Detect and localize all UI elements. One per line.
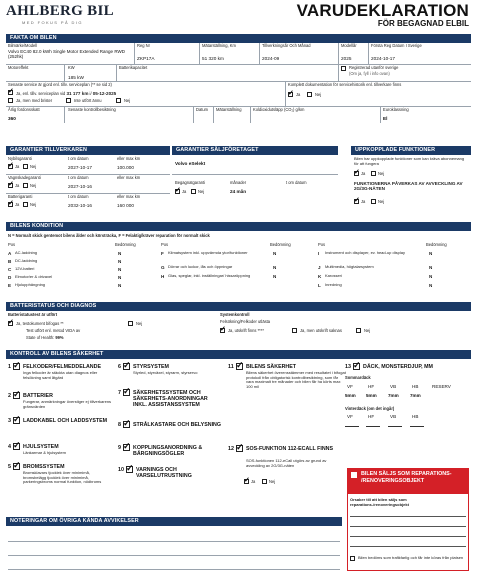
kontroll-label: Senaste kontrollbesiktning — [68, 107, 116, 112]
tire-hb-value: 7mm — [410, 393, 421, 398]
sak-title: BILENS SÄKERHET — [246, 364, 297, 370]
uppk-text2: FUNKTIONERNA PÅVERKAS AV AVVECKLING AV 2G/3G-NÄTEN — [354, 181, 463, 192]
sak-number: 11 — [228, 364, 234, 370]
kondition-label: Dörrar och luckor, lås och öppningar — [168, 264, 233, 269]
sak-checkmark: ✓ — [13, 440, 21, 450]
fakta-bar: FAKTA OM BILEN — [6, 34, 471, 43]
vagn-ja-label: Ja — [15, 183, 20, 188]
nyb-nej-checkbox[interactable] — [23, 164, 28, 169]
sys-utskrift-label: Ja, utskrift finns **** — [228, 328, 264, 333]
sak-checkmark: ✓ — [126, 463, 134, 473]
man-label: månader — [230, 180, 247, 185]
batt-nej-checkbox[interactable] — [23, 202, 28, 207]
sak-body: Bromsklavars tjocklek över minimimå, bromsbelägg tjocklek över minimimå, parkeringsbroms normal funktion, nödbroms — [23, 470, 102, 485]
vagn-km-label: eller max km — [117, 175, 141, 180]
registrerad-checkbox[interactable] — [341, 66, 346, 71]
matar-value: 51 320 km — [202, 56, 224, 61]
batt-tom-label: t om datum — [68, 194, 89, 199]
kondition-grade: N — [118, 267, 122, 272]
sak-title: VARNINGS OCH VARSELUTRUSTNING — [136, 467, 192, 480]
page-title: VARUDEKLARATION — [296, 1, 469, 20]
kondition-code: E — [8, 283, 12, 288]
nyb-date: 2027-10-17 — [68, 165, 92, 170]
sakerhet-bar: KONTROLL AV BILENS SÄKERHET — [6, 350, 471, 359]
red-text1: Orsaker till att bilen säljs som reparations-/renoveringsobjekt — [350, 497, 409, 507]
sak-number: 2 — [8, 393, 11, 399]
batteri-vid-label: Test utfört enl. metod VIDA av — [26, 328, 81, 333]
vagn-nej-checkbox[interactable] — [23, 183, 28, 188]
tillv-value: 2024-09 — [262, 56, 280, 61]
kondition-code: D — [8, 275, 12, 280]
pos-header-2: Pos — [161, 242, 169, 247]
datum-label: Datum — [196, 107, 209, 112]
kondition-grade: N — [429, 251, 433, 256]
red-text2: Bilen bedöms som trafikfarlig och får inte köras från platsen — [358, 555, 464, 560]
sak-title: DÄCK, MONSTERDJUP, MM — [363, 364, 433, 370]
tire-vb-value: 7mm — [388, 393, 399, 398]
matarstallning-label: Mätarställning — [216, 107, 242, 112]
kondition-grade: N — [118, 275, 122, 280]
bilmarke-value: Volvo EC40 82.0 kWh Single Motor Extended Range RWD (252hk) — [8, 49, 125, 60]
sak-checkmark: ✓ — [236, 442, 244, 452]
sak-title: SÄKERHETSSYSTEM OCH SÄKERHETS-ANORDNINGAR INKL. ASSISTANSSYSTEM — [133, 390, 208, 409]
sak-body: Inga felkoder är stäckta utan diagnos eller felsökning samt åtgärd — [23, 370, 98, 380]
sak-title: HJULSYSTEM — [23, 444, 59, 450]
sos-nej-label: Nej — [269, 479, 276, 484]
noteringar-bar: NOTERINGAR OM ÖVRIGA KÄNDA AVVIKELSER — [6, 517, 342, 526]
matar-label: Mätarställning, Km — [202, 43, 236, 48]
koldioxid-label: Koldioxidutsläpp (CO₂) g/km — [253, 107, 305, 112]
arlig-label: Årlig fordonsskatt — [8, 107, 40, 112]
tillv-label: Tillverkningsår Och Månad — [262, 43, 311, 48]
motoreffekt-label: Motoreffekt — [8, 65, 29, 70]
sak-number: 4 — [8, 444, 11, 450]
sak-body: Bilens säkerhet överensstämmer med resultatet i bifogat protokoll från obligatorisk kontrollbesiktning, som får vara maximalt tre månader och bilen får ha körts max 100 mil — [246, 370, 346, 389]
pos-header-3: Pos — [318, 242, 326, 247]
uppk-text1: Bilen har uppkopplade funktioner som kan kräva abonnemang för att fungera — [354, 156, 465, 166]
kondition-label: Klimatsystem inkl. uppvärmda ytor/funktioner — [168, 250, 248, 255]
vinter-hf-label: HF — [368, 414, 375, 419]
kondition-note: N = Normalt skick gentemot bilens ålder och körsträcka, F = Felaktig/kräver reparation för normalt skick — [8, 233, 210, 238]
sak-checkmark: ✓ — [13, 414, 21, 424]
nyb-ja-label: Ja — [15, 164, 20, 169]
service-enl-label: Ja, enl. tillv. serviceplan vid 31 177 km i/ 05-12-2025 — [16, 91, 117, 96]
kondition-grade: N — [429, 283, 433, 288]
vagn-date: 2027-10-16 — [68, 184, 92, 189]
service-inte-checkbox[interactable] — [66, 98, 71, 103]
uppk-ja-checkmark: ✓ — [354, 169, 360, 176]
page-subtitle: FÖR BEGAGNAD ELBIL — [377, 19, 469, 28]
bed-header-1: Bedömning — [115, 242, 136, 247]
beg-ja-label: Ja — [182, 189, 187, 194]
gar-tillv-bar: GARANTIER TILLVERKAREN — [6, 146, 170, 155]
sak-title: LADDKABEL OCH LADDSYSTEM — [23, 418, 108, 424]
batt-km: 160 000 — [117, 203, 134, 208]
kondition-code: L — [318, 283, 321, 288]
sak-number: 7 — [118, 390, 121, 396]
batt-date: 2032-10-16 — [68, 203, 92, 208]
registrerad-sub: (Om ja, fyll i info ovan) — [349, 71, 390, 76]
trafikfarlig-checkbox[interactable] — [350, 556, 355, 561]
uppk-ja-label: Ja — [361, 171, 366, 176]
vagn-nej-label: Nej — [30, 183, 37, 188]
tire-hf-label: HF — [368, 384, 375, 389]
kondition-grade: N — [429, 274, 433, 279]
batteri-label: Batterikapacitet — [119, 65, 148, 70]
kondition-code: B — [8, 259, 12, 264]
sak-checkmark: ✓ — [13, 389, 21, 399]
kondition-code: G — [161, 265, 165, 270]
kondition-grade: N — [118, 283, 122, 288]
kondition-label: AC-laddning — [15, 250, 38, 255]
sak-body: Styrled, styrväxel, styrarm, styrservo — [133, 370, 198, 375]
batteri-bar: BATTERISTATUS OCH DIAGNOS — [6, 302, 471, 311]
nyb-km: 100.000 — [117, 165, 134, 170]
service-label: Senaste service är gjord enl. tillv. serviceplan (** se sid 2) — [8, 82, 112, 87]
kondition-grade: N — [118, 259, 122, 264]
kondition-code: A — [8, 251, 12, 256]
forsta-label: Första Reg Datum I Sverige — [371, 43, 422, 48]
kondition-label: DC-laddning — [15, 258, 38, 263]
sak-number: 12 — [228, 446, 234, 452]
kondition-label: Karosseri — [325, 273, 342, 278]
tire-hf-value: 5mm — [366, 393, 377, 398]
sys-nej-checkbox[interactable] — [356, 328, 361, 333]
sak-checkmark: ✓ — [353, 360, 361, 370]
sos-nej-checkbox[interactable] — [262, 479, 267, 484]
tire-vf-label: VF — [347, 384, 353, 389]
regnr-value: ZKP17A — [137, 56, 155, 61]
beg-nej-checkbox[interactable] — [191, 189, 196, 194]
sak-title: SOS-FUNKTION 112-ECALL FINNS — [246, 446, 334, 452]
sak-number: 13 — [345, 364, 351, 370]
sos-ja-checkmark: ✓ — [244, 477, 250, 484]
kondition-bar: BILENS KONDITION — [6, 222, 471, 231]
vinter-hb-label: HB — [412, 414, 419, 419]
tire-vb-label: VB — [390, 384, 397, 389]
batt-ja-checkmark: ✓ — [8, 200, 14, 207]
sys-nej-label: Nej — [364, 328, 371, 333]
kondition-label: 12V-batteri — [15, 266, 35, 271]
sak-title: STRÅLKASTARE OCH BELYSNING — [133, 422, 221, 428]
uppk2-nej-checkbox[interactable] — [371, 199, 376, 204]
sak-body: Länkarmar & hjulsystem — [23, 450, 66, 455]
batteri-soh-label: State of Health: 99% — [26, 335, 64, 340]
sak-number: 9 — [118, 445, 121, 451]
euro-value: El — [383, 116, 388, 121]
nyb-label: Nybilsgaranti — [8, 156, 32, 161]
service-enl-checkmark: ✓ — [8, 88, 14, 95]
uppk-nej-label: Nej — [378, 171, 385, 176]
arlig-value: 360 — [8, 116, 16, 121]
kondition-label: Inredning — [325, 282, 342, 287]
bilmarke-label: Bilmärke/Modell — [8, 43, 38, 48]
batt-km-label: eller max km — [117, 194, 141, 199]
sos-ja-label: Ja — [251, 479, 256, 484]
modellar-label: Modellår — [341, 43, 357, 48]
beg-nej-label: Nej — [198, 189, 205, 194]
sommar-label: Sommardäck — [345, 375, 371, 380]
sak-body: Fungerar, anmärkningar överstiger ej tillverkarens gränsvärden — [23, 399, 112, 409]
man-value: 24 mån — [230, 189, 247, 194]
komplett-nej-checkbox[interactable] — [307, 92, 312, 97]
service-brister-label: Ja, men med brister — [16, 98, 53, 103]
gar-salj-bar: GARANTIER SÄLJFÖRETAGET — [172, 146, 338, 155]
komplett-label: Komplett dokumentation för servicehistorik enl. tillverkare finns — [288, 82, 402, 87]
forsta-value: 2024-10-17 — [371, 56, 395, 61]
kondition-grade: N — [429, 265, 433, 270]
red-bar-text: BILEN SÄLJS SOM REPARATIONS- /RENOVERINGSOBJEKT — [361, 471, 452, 485]
sak-title: BATTERIER — [23, 393, 53, 399]
service-brister-checkbox[interactable] — [8, 98, 13, 103]
beg-ja-checkmark: ✓ — [175, 187, 181, 194]
vinter-label: Vinterdäck (om det ingår) — [345, 406, 395, 411]
tire-vf-value: 5mm — [345, 393, 356, 398]
beg-label: Begagnatgaranti — [175, 180, 206, 185]
batteri-nej-checkbox[interactable] — [128, 321, 133, 326]
sak-number: 5 — [8, 464, 11, 470]
sak-checkmark: ✓ — [123, 418, 131, 428]
kondition-code: K — [318, 274, 322, 279]
kw-label: KW — [68, 65, 75, 70]
bed-header-2: Bedömning — [270, 242, 291, 247]
batteri-status-label: Batteristatustest är utfört — [8, 312, 58, 317]
sak-number: 1 — [8, 364, 11, 370]
regnr-label: Reg Nr — [137, 43, 150, 48]
sak-checkmark: ✓ — [123, 360, 131, 370]
sak-checkmark: ✓ — [13, 460, 21, 470]
euro-label: Euroklassning — [383, 107, 409, 112]
kondition-code: H — [161, 274, 165, 279]
vagn-tom-label: t om datum — [68, 175, 89, 180]
sak-number: 3 — [8, 418, 11, 424]
uppk-nej-checkbox[interactable] — [371, 171, 376, 176]
sak-checkmark: ✓ — [123, 386, 131, 396]
batteri-nej-label: Nej — [136, 321, 143, 326]
kondition-label: Instrument och displayer, ev. head-up display — [325, 250, 405, 255]
kondition-grade: N — [118, 251, 122, 256]
service-nej-checkbox[interactable] — [116, 98, 121, 103]
fel-label: Felsökning/Felkoder utlästa — [220, 319, 271, 324]
sak-number: 8 — [118, 422, 121, 428]
kondition-grade: N — [273, 251, 277, 256]
vinter-vf-label: VF — [347, 414, 353, 419]
kondition-label: Hjulupphängning — [15, 282, 46, 287]
salj-company: Volvo eSelekt — [175, 161, 206, 166]
batteri-ja-label: Ja, testokument bifogas ** — [16, 321, 64, 326]
uppk2-ja-label: Ja — [361, 199, 366, 204]
vagn-label: Vagnskadegaranti — [8, 175, 41, 180]
batt-ja-label: Ja — [15, 202, 20, 207]
kondition-code: I — [318, 251, 320, 256]
vinter-vb-label: VB — [390, 414, 397, 419]
sak-title: FELKODER/FELMEDDELANDE — [23, 364, 101, 370]
salj-tom-label: t om datum — [286, 180, 307, 185]
red-checkbox[interactable] — [351, 472, 357, 478]
sak-title: BROMSSYSTEM — [23, 464, 65, 470]
komplett-nej-label: Nej — [315, 92, 322, 97]
pos-header-1: Pos — [8, 242, 16, 247]
batt-nej-label: Nej — [30, 202, 37, 207]
red-bar — [347, 468, 469, 494]
registrerad-label: Registrerad utanför sverige — [349, 65, 399, 70]
nyb-ja-checkmark: ✓ — [8, 162, 14, 169]
sys-saknas-checkbox[interactable] — [292, 328, 297, 333]
sak-checkmark: ✓ — [236, 360, 244, 370]
sys-utskrift-checkmark: ✓ — [220, 326, 226, 333]
uppk2-nej-label: Nej — [378, 199, 385, 204]
sys-saknas-label: Ja, men utskrift saknas — [300, 328, 342, 333]
brand-name: AHLBERG BIL — [6, 3, 114, 19]
brand-logo — [6, 3, 136, 25]
kondition-grade: N — [273, 274, 277, 279]
nyb-nej-label: Nej — [30, 164, 37, 169]
tire-reserv-label: RESERV — [432, 384, 451, 389]
nyb-km-label: eller max km — [117, 156, 141, 161]
modellar-value: 2025 — [341, 56, 352, 61]
nyb-tom-label: t om datum — [68, 156, 89, 161]
kw-value: 185 kW — [68, 75, 84, 80]
kondition-label: Elmotor/er & drivaxel — [15, 274, 53, 279]
sak-title: KOPPLINGSANORDNING & BÄRGNINGSÖGLER — [133, 445, 203, 458]
service-inte-label: Inte utfört ännu — [74, 98, 102, 103]
kondition-code: C — [8, 267, 12, 272]
vagn-ja-checkmark: ✓ — [8, 181, 14, 188]
kondition-grade: N — [273, 265, 277, 270]
komplett-ja-checkmark: ✓ — [288, 90, 294, 97]
bed-header-3: Bedömning — [426, 242, 447, 247]
kondition-code: F — [161, 251, 164, 256]
batt-label: Batterigaranti — [8, 194, 33, 199]
brand-tagline: MED FOKUS PÅ DIG — [22, 19, 83, 25]
kondition-code: J — [318, 265, 321, 270]
sak-number: 6 — [118, 364, 121, 370]
sak-body: SOS-funktionen 112-eCall utgörs av grund av avveckling av 2G/3G-näten — [246, 458, 327, 468]
komplett-ja-label: Ja — [296, 92, 301, 97]
uppk2-ja-checkmark: ✓ — [354, 197, 360, 204]
kondition-label: Glas, speglar, inkl. inställningar/ hissaröppning — [168, 273, 251, 278]
uppk-bar: UPPKOPPLADE FUNKTIONER — [351, 146, 471, 155]
sak-number: 10 — [118, 467, 124, 473]
batteri-ja-checkmark: ✓ — [8, 319, 14, 326]
tire-hb-label: HB — [412, 384, 419, 389]
kondition-label: Multimedia, högtalarsystem — [325, 264, 374, 269]
service-nej-label: Nej — [124, 98, 131, 103]
system-label: Systemkontroll — [220, 312, 250, 317]
sak-title: STYRSYSTEM — [133, 364, 169, 370]
sak-checkmark: ✓ — [13, 360, 21, 370]
sak-checkmark: ✓ — [123, 441, 131, 451]
